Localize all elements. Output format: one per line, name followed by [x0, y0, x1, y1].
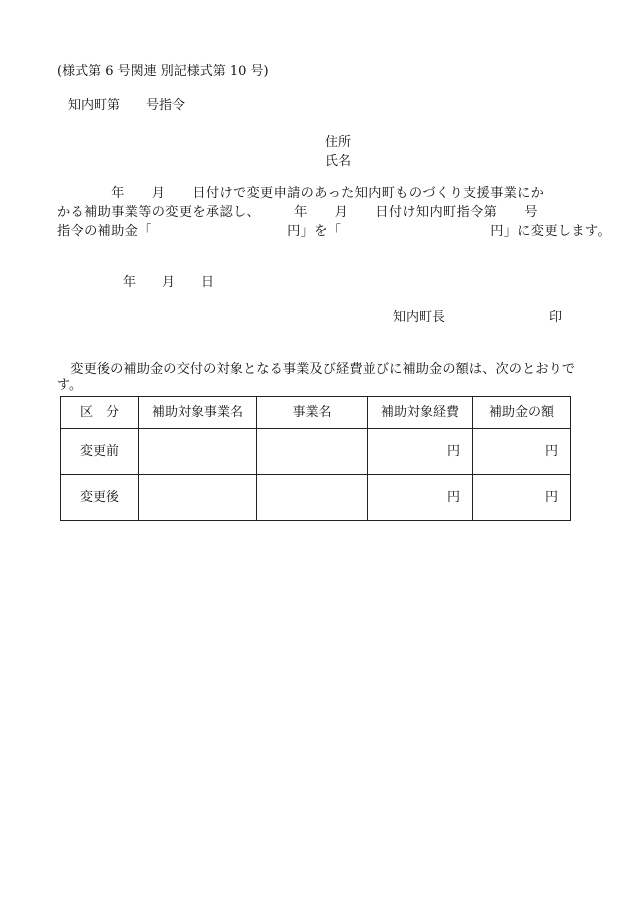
form-header: (様式第 6 号関連 別記様式第 10 号) [57, 64, 269, 79]
body-paragraph-line: 年 月 日付けで変更申請のあった知内町ものづくり支援事業にか [57, 186, 545, 201]
body-paragraph-line: 指令の補助金「 円」を「 円」に変更します。 [57, 224, 611, 239]
header-business-name: 事業名 [257, 397, 368, 429]
cell-eligible-cost: 円 [368, 475, 473, 521]
note-line: 変更後の補助金の交付の対象となる事業及び経費並びに補助金の額は、次のとおりで [57, 362, 576, 377]
subsidy-table [60, 396, 571, 521]
address-label: 住所 [325, 135, 352, 150]
row-label: 変更後 [61, 475, 139, 521]
header-eligible-cost: 補助対象経費 [368, 397, 473, 429]
date-line: 年 月 日 [123, 275, 215, 290]
order-number: 知内町第 号指令 [68, 98, 186, 113]
header-project-name: 補助対象事業名 [139, 397, 257, 429]
body-paragraph-line: かる補助事業等の変更を承認し、 年 月 日付け知内町指令第 号 [57, 205, 538, 220]
cell-project-name [139, 429, 257, 475]
cell-subsidy-amount: 円 [473, 475, 571, 521]
row-label: 変更前 [61, 429, 139, 475]
cell-business-name [257, 429, 368, 475]
header-category: 区 分 [61, 397, 139, 429]
note-line: す。 [57, 378, 82, 393]
mayor-signature-line: 知内町長 印 [393, 310, 563, 325]
header-subsidy-amount: 補助金の額 [473, 397, 571, 429]
cell-project-name [139, 475, 257, 521]
table-row [61, 475, 571, 521]
name-label: 氏名 [325, 154, 352, 169]
cell-business-name [257, 475, 368, 521]
table-header-row [61, 397, 571, 429]
cell-eligible-cost: 円 [368, 429, 473, 475]
table-row [61, 429, 571, 475]
cell-subsidy-amount: 円 [473, 429, 571, 475]
